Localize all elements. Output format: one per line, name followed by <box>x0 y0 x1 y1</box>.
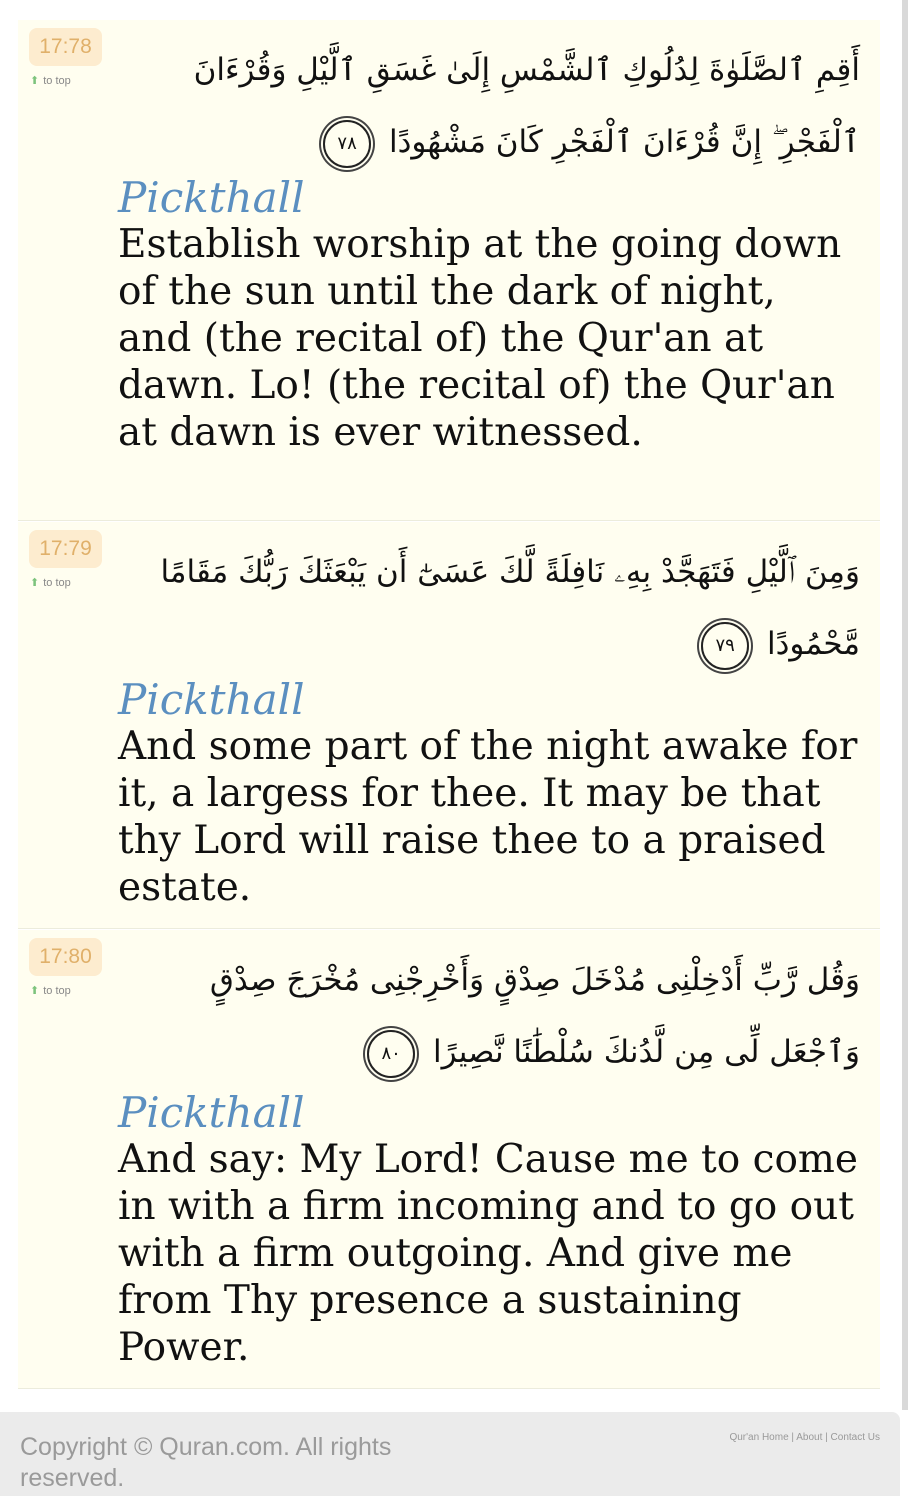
to-top-label: to top <box>43 985 71 997</box>
to-top-link[interactable] <box>30 576 71 589</box>
separator: | <box>822 1432 831 1443</box>
ayah-number-marker: ٧٩ <box>701 622 749 670</box>
to-top-label: to top <box>43 577 71 589</box>
arabic-text <box>138 944 860 1088</box>
footer <box>0 1412 900 1496</box>
link-about[interactable]: About <box>796 1432 823 1443</box>
up-arrow-icon: ⬆ <box>30 985 40 997</box>
arabic-text <box>138 34 860 178</box>
ayah-number-marker: ٨٠ <box>367 1030 415 1078</box>
to-top-link[interactable] <box>30 984 71 997</box>
translation-text: And some part of the night awake for it, a largess for thee. It may be that thy Lord will raise thee to a praised estate. <box>118 724 858 910</box>
verse-17-80 <box>18 930 880 1389</box>
translation-text: And say: My Lord! Cause me to come in with a firm incoming and to go out with a firm outgoing. And give me from Thy presence a sustaining Power. <box>118 1137 858 1370</box>
translation-text: Establish worship at the going down of the sun until the dark of night, and (the recital of) the Qur'an at dawn. Lo! (the recital of) the Qur'an at dawn is ever witnessed. <box>118 222 842 455</box>
up-arrow-icon: ⬆ <box>30 75 40 87</box>
translation <box>118 677 860 911</box>
arabic-verse: أَقِمِ ٱلصَّلَوٰةَ لِدُلُوكِ ٱلشَّمْسِ إِلَىٰ غَسَقِ ٱلَّيْلِ وَقُرْءَانَ ٱلْفَجْرِ ۖ إِنَّ قُرْءَانَ ٱلْفَجْرِ كَانَ مَشْهُودًا <box>193 52 860 160</box>
arabic-text <box>138 536 860 680</box>
separator: | <box>788 1432 797 1443</box>
arabic-verse: وَقُل رَّبِّ أَدْخِلْنِى مُدْخَلَ صِدْقٍ وَأَخْرِجْنِى مُخْرَجَ صِدْقٍ وَٱجْعَل لِّى مِن لَّدُنكَ سُلْطَٰنًا نَّصِيرًا <box>209 962 860 1070</box>
footer-links <box>729 1432 880 1443</box>
to-top-link[interactable] <box>30 74 71 87</box>
verse-17-78 <box>18 20 880 521</box>
verse-ref-badge[interactable]: 17:80 <box>29 938 102 976</box>
verse-ref-badge[interactable]: 17:78 <box>29 28 102 66</box>
translator-name: Pickthall <box>118 675 305 724</box>
translation <box>118 175 860 456</box>
up-arrow-icon: ⬆ <box>30 577 40 589</box>
translator-name: Pickthall <box>118 173 305 222</box>
translation <box>118 1090 860 1371</box>
link-contact-us[interactable]: Contact Us <box>830 1432 880 1443</box>
verse-ref-badge[interactable]: 17:79 <box>29 530 102 568</box>
ayah-number-marker: ٧٨ <box>323 120 371 168</box>
to-top-label: to top <box>43 75 71 87</box>
copyright-text: Copyright © Quran.com. All rights reserved. <box>20 1433 392 1492</box>
link-quran-home[interactable]: Qur'an Home <box>729 1432 789 1443</box>
verse-17-79 <box>18 522 880 929</box>
scrollbar[interactable] <box>902 0 908 1410</box>
translator-name: Pickthall <box>118 1088 305 1137</box>
arabic-verse: وَمِنَ ٱلَّيْلِ فَتَهَجَّدْ بِهِۦ نَافِلَةً لَّكَ عَسَىٰٓ أَن يَبْعَثَكَ رَبُّكَ مَقَامًا مَّحْمُودًا <box>160 554 860 662</box>
